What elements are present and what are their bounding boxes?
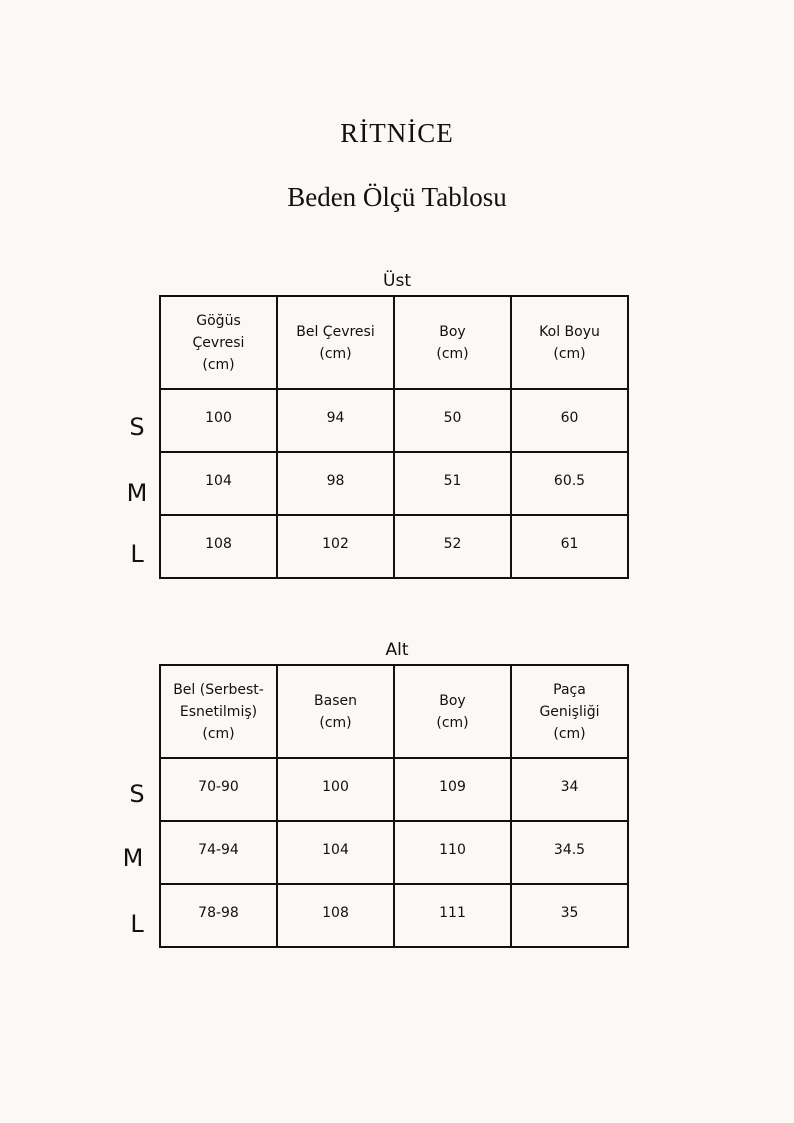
table-row	[160, 389, 628, 452]
size-label-m: M	[126, 479, 148, 507]
table-cell: 35	[511, 884, 628, 947]
table-cell: 34	[511, 758, 628, 821]
header-text: Boy	[439, 692, 466, 709]
header-cell-hip	[277, 665, 394, 758]
header-text: Esnetilmiş)	[179, 703, 258, 720]
table-cell: 50	[394, 389, 511, 452]
table-cell: 110	[394, 821, 511, 884]
table-cell: 78-98	[160, 884, 277, 947]
header-unit: (cm)	[436, 345, 469, 362]
brand-logo: RİTNİCE	[340, 118, 454, 148]
size-label-l: L	[130, 540, 144, 568]
size-label-s: S	[129, 413, 145, 441]
size-label-m: M	[122, 844, 144, 872]
header-cell-chest	[160, 296, 277, 389]
table-cell: 100	[160, 389, 277, 452]
header-cell-length	[394, 665, 511, 758]
header-unit: (cm)	[202, 725, 235, 742]
section-title-alt: Alt	[385, 640, 409, 660]
header-text: Genişliği	[539, 703, 600, 720]
header-row	[160, 296, 628, 389]
table-cell: 51	[394, 452, 511, 515]
header-cell-waist	[277, 296, 394, 389]
header-text: Göğüs	[196, 312, 241, 329]
table-row	[160, 821, 628, 884]
table-row	[160, 884, 628, 947]
table-row	[160, 452, 628, 515]
table-cell: 34.5	[511, 821, 628, 884]
table-cell: 102	[277, 515, 394, 578]
header-text: Basen	[314, 692, 357, 709]
header-unit: (cm)	[319, 345, 352, 362]
header-text: Kol Boyu	[539, 323, 600, 340]
table-cell: 60	[511, 389, 628, 452]
lower-size-table	[159, 664, 629, 948]
table-cell: 52	[394, 515, 511, 578]
header-row	[160, 665, 628, 758]
header-text: Çevresi	[192, 334, 245, 351]
header-cell-waist-stretch	[160, 665, 277, 758]
header-cell-leg-width	[511, 665, 628, 758]
upper-size-table	[159, 295, 629, 579]
header-cell-length	[394, 296, 511, 389]
table-cell: 70-90	[160, 758, 277, 821]
header-text: Paça	[553, 681, 586, 698]
section-title-ust: Üst	[383, 271, 411, 291]
header-unit: (cm)	[436, 714, 469, 731]
size-label-s: S	[129, 780, 145, 808]
header-cell-sleeve	[511, 296, 628, 389]
header-unit: (cm)	[553, 345, 586, 362]
table-cell: 104	[277, 821, 394, 884]
table-cell: 109	[394, 758, 511, 821]
header-unit: (cm)	[319, 714, 352, 731]
header-text: Bel Çevresi	[296, 323, 375, 340]
table-cell: 111	[394, 884, 511, 947]
header-text: Boy	[439, 323, 466, 340]
table-row	[160, 758, 628, 821]
table-cell: 104	[160, 452, 277, 515]
table-cell: 108	[160, 515, 277, 578]
size-label-l: L	[130, 910, 144, 938]
header-unit: (cm)	[202, 356, 235, 373]
table-cell: 98	[277, 452, 394, 515]
table-cell: 74-94	[160, 821, 277, 884]
header-text: Bel (Serbest-	[173, 681, 264, 698]
table-cell: 61	[511, 515, 628, 578]
table-cell: 108	[277, 884, 394, 947]
table-row	[160, 515, 628, 578]
table-cell: 60.5	[511, 452, 628, 515]
header-unit: (cm)	[553, 725, 586, 742]
page-title: Beden Ölçü Tablosu	[287, 182, 507, 212]
table-cell: 100	[277, 758, 394, 821]
table-cell: 94	[277, 389, 394, 452]
